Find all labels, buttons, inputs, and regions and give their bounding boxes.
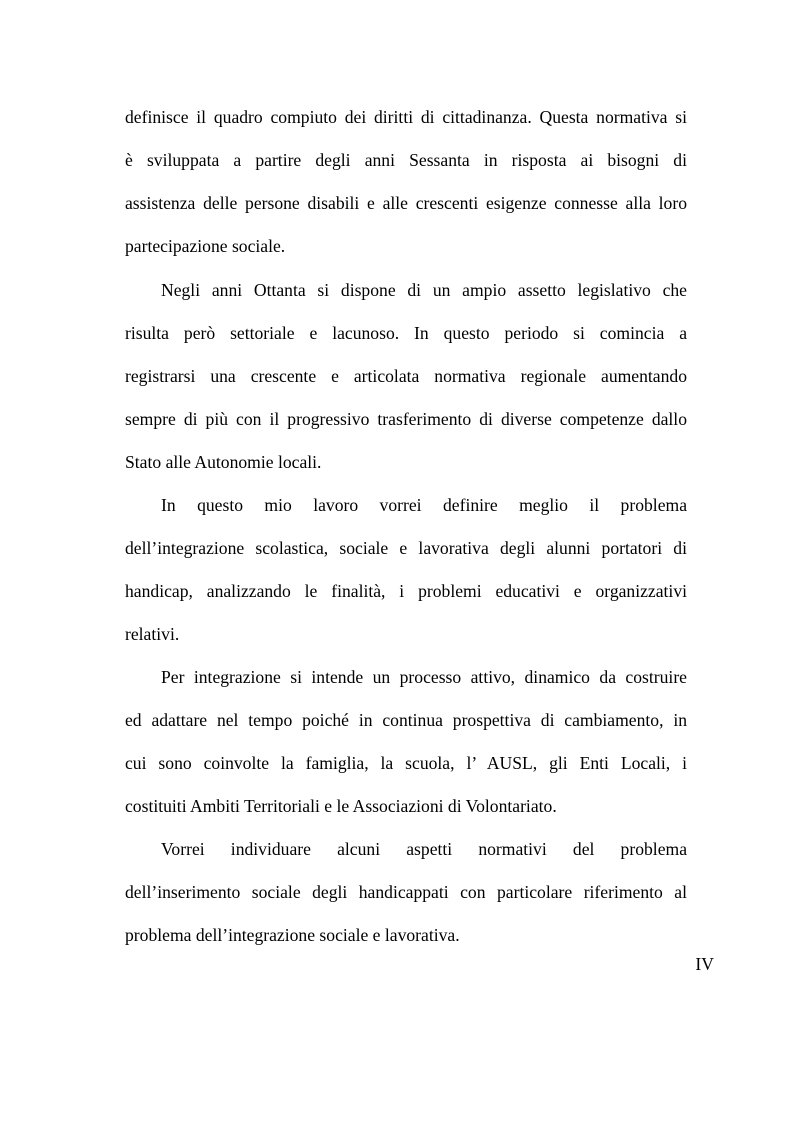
text-line: partecipazione sociale. — [125, 236, 286, 256]
text-line: handicap, analizzando le finalità, i problemi educativi e organizzativi — [125, 581, 687, 601]
text-line: relativi. — [125, 624, 180, 644]
text-line: cui sono coinvolte la famiglia, la scuola, l’ AUSL, gli Enti Locali, i — [125, 753, 687, 773]
text-line: registrarsi una crescente e articolata normativa regionale aumentando — [125, 366, 687, 386]
text-line: assistenza delle persone disabili e alle crescenti esigenze connesse alla loro — [125, 193, 687, 213]
text-line: Negli anni Ottanta si dispone di un ampio assetto legislativo che — [161, 280, 687, 300]
text-line: costituiti Ambiti Territoriali e le Associazioni di Volontariato. — [125, 796, 557, 816]
text-line: Stato alle Autonomie locali. — [125, 452, 322, 472]
page-number: IV — [695, 954, 714, 974]
text-line: In questo mio lavoro vorrei definire meglio il problema — [161, 495, 687, 515]
text-line: Per integrazione si intende un processo attivo, dinamico da costruire — [161, 667, 687, 687]
text-line: dell’integrazione scolastica, sociale e lavorativa degli alunni portatori di — [125, 538, 687, 558]
text-line: è sviluppata a partire degli anni Sessanta in risposta ai bisogni di — [125, 150, 687, 170]
text-line: sempre di più con il progressivo trasferimento di diverse competenze dallo — [125, 409, 687, 429]
text-line: risulta però settoriale e lacunoso. In questo periodo si comincia a — [125, 323, 687, 343]
text-line: ed adattare nel tempo poiché in continua prospettiva di cambiamento, in — [125, 710, 687, 730]
text-line: problema dell’integrazione sociale e lavorativa. — [125, 925, 460, 945]
text-line: dell’inserimento sociale degli handicappati con particolare riferimento al — [125, 882, 687, 902]
text-line: definisce il quadro compiuto dei diritti di cittadinanza. Questa normativa si — [125, 107, 687, 127]
text-line: Vorrei individuare alcuni aspetti normativi del problema — [161, 839, 687, 859]
